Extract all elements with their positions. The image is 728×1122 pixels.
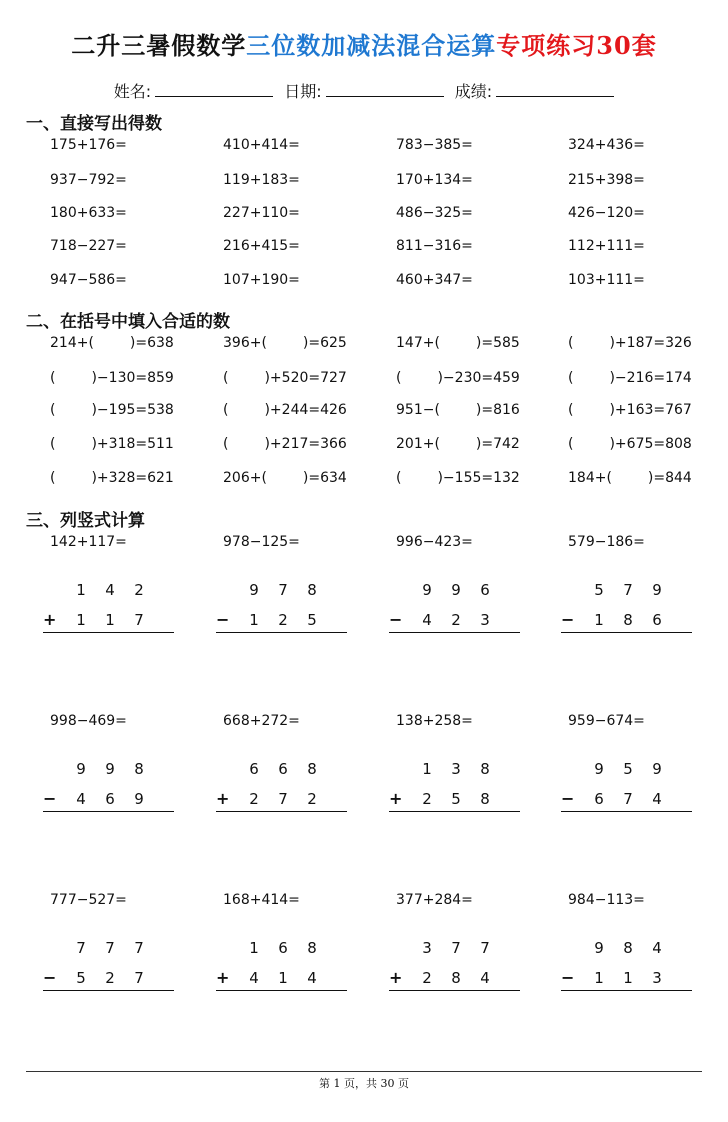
vertical-calc-equation: 142+117= [50,534,127,550]
answer-underline [216,632,347,633]
fill-bracket-item [223,370,347,386]
bottom-digit: 7 [134,969,144,987]
operator-sign: + [389,968,403,987]
fill-bracket-item [568,436,692,452]
expression-left: ( [396,370,402,386]
direct-calc-item: 180+633= [50,205,127,221]
top-digit: 4 [652,939,662,957]
expression-left: ( [50,370,56,386]
fill-bracket-item [223,470,347,486]
top-digit: 7 [105,939,115,957]
bottom-digit: 4 [76,790,86,808]
bottom-digit: 1 [278,969,288,987]
section3-heading: 三、列竖式计算 [26,511,145,531]
vertical-calc-equation: 959−674= [568,713,645,729]
fill-bracket-item [396,370,520,386]
answer-underline [561,990,692,991]
direct-calc-item: 486−325= [396,205,473,221]
bottom-digit: 3 [652,969,662,987]
top-digit: 5 [623,760,633,778]
expression-left: ( [568,335,574,351]
section1-heading: 一、直接写出得数 [26,114,162,134]
expression-right: )=634 [302,470,347,486]
fill-bracket-item [568,335,692,351]
direct-calc-item: 811−316= [396,238,473,254]
date-label: 日期: [284,82,322,101]
bottom-digit: 8 [451,969,461,987]
top-digit: 7 [623,581,633,599]
bottom-digit: 2 [249,790,259,808]
student-info-row [0,79,728,102]
answer-underline [389,990,520,991]
answer-underline [216,811,347,812]
direct-calc-item: 227+110= [223,205,300,221]
footer-divider [26,1071,702,1072]
top-digit: 7 [134,939,144,957]
direct-calc-item: 937−792= [50,172,127,188]
direct-calc-item: 103+111= [568,272,645,288]
top-digit: 8 [623,939,633,957]
top-digit: 9 [594,760,604,778]
top-digit: 9 [451,581,461,599]
answer-underline [43,632,174,633]
top-digit: 5 [594,581,604,599]
operator-sign: − [561,610,575,629]
expression-left: 951−( [396,402,440,418]
expression-left: 201+( [396,436,440,452]
vertical-calc-equation: 998−469= [50,713,127,729]
expression-right: )=585 [475,335,520,351]
direct-calc-item: 216+415= [223,238,300,254]
direct-calc-item: 107+190= [223,272,300,288]
fill-bracket-item [396,470,520,486]
bottom-digit: 4 [480,969,490,987]
expression-right: )+675=808 [609,436,692,452]
score-field[interactable] [496,84,614,97]
vertical-calc-equation: 996−423= [396,534,473,550]
expression-right: )+520=727 [264,370,347,386]
bottom-digit: 1 [76,611,86,629]
top-digit: 9 [249,581,259,599]
operator-sign: + [216,968,230,987]
expression-left: ( [568,436,574,452]
bottom-digit: 6 [652,611,662,629]
top-digit: 3 [422,939,432,957]
top-digit: 9 [105,760,115,778]
bottom-digit: 7 [134,611,144,629]
top-digit: 9 [422,581,432,599]
fill-bracket-item [50,436,174,452]
direct-calc-item: 718−227= [50,238,127,254]
expression-left: ( [50,470,56,486]
bottom-digit: 5 [451,790,461,808]
expression-right: )+163=767 [609,402,692,418]
top-digit: 9 [76,760,86,778]
fill-bracket-item [396,436,520,452]
page-number: 第 1 页，共 30 页 [319,1077,409,1090]
top-digit: 6 [480,581,490,599]
operator-sign: − [561,789,575,808]
fill-bracket-item [50,402,174,418]
vertical-calc-equation: 978−125= [223,534,300,550]
top-digit: 8 [480,760,490,778]
bottom-digit: 2 [422,969,432,987]
vertical-calc-equation: 138+258= [396,713,473,729]
expression-right: )=625 [302,335,347,351]
fill-bracket-item [396,335,520,351]
answer-underline [389,632,520,633]
expression-right: )=816 [475,402,520,418]
section2-heading: 二、在括号中填入合适的数 [26,312,230,332]
bottom-digit: 7 [278,790,288,808]
bottom-digit: 4 [422,611,432,629]
top-digit: 8 [134,760,144,778]
bottom-digit: 2 [105,969,115,987]
expression-right: )=638 [129,335,174,351]
top-digit: 7 [451,939,461,957]
fill-bracket-item [568,402,692,418]
bottom-digit: 8 [480,790,490,808]
top-digit: 9 [652,760,662,778]
fill-bracket-item [50,470,174,486]
direct-calc-item: 175+176= [50,137,127,153]
bottom-digit: 4 [249,969,259,987]
top-digit: 6 [278,939,288,957]
direct-calc-item: 426−120= [568,205,645,221]
expression-left: ( [223,402,229,418]
expression-right: )+217=366 [264,436,347,452]
direct-calc-item: 215+398= [568,172,645,188]
top-digit: 4 [105,581,115,599]
expression-left: 396+( [223,335,267,351]
bottom-digit: 4 [307,969,317,987]
fill-bracket-item [223,335,347,351]
expression-right: )−230=459 [437,370,520,386]
operator-sign: − [389,610,403,629]
answer-underline [43,811,174,812]
vertical-calc-equation: 377+284= [396,892,473,908]
bottom-digit: 6 [105,790,115,808]
bottom-digit: 2 [451,611,461,629]
fill-bracket-item [568,370,692,386]
direct-calc-item: 460+347= [396,272,473,288]
bottom-digit: 8 [623,611,633,629]
top-digit: 7 [480,939,490,957]
bottom-digit: 1 [594,611,604,629]
expression-right: )+187=326 [609,335,692,351]
expression-right: )=742 [475,436,520,452]
bottom-digit: 6 [594,790,604,808]
expression-right: )+328=621 [91,470,174,486]
bottom-digit: 1 [594,969,604,987]
vertical-calc-equation: 668+272= [223,713,300,729]
operator-sign: + [216,789,230,808]
fill-bracket-item [223,402,347,418]
operator-sign: − [43,968,57,987]
top-digit: 1 [422,760,432,778]
fill-bracket-item [396,402,520,418]
name-label: 姓名: [113,82,152,101]
expression-right: )+244=426 [264,402,347,418]
top-digit: 3 [451,760,461,778]
expression-left: ( [568,370,574,386]
expression-right: )=844 [647,470,692,486]
vertical-calc-equation: 168+414= [223,892,300,908]
direct-calc-item: 112+111= [568,238,645,254]
expression-right: )−130=859 [91,370,174,386]
operator-sign: + [43,610,57,629]
top-digit: 1 [249,939,259,957]
bottom-digit: 2 [422,790,432,808]
name-field[interactable] [155,84,273,97]
bottom-digit: 7 [623,790,633,808]
direct-calc-item: 410+414= [223,137,300,153]
expression-left: ( [568,402,574,418]
bottom-digit: 9 [134,790,144,808]
direct-calc-item: 170+134= [396,172,473,188]
top-digit: 6 [278,760,288,778]
bottom-digit: 2 [307,790,317,808]
expression-left: 206+( [223,470,267,486]
expression-right: )−155=132 [437,470,520,486]
vertical-calc-equation: 777−527= [50,892,127,908]
date-field[interactable] [326,84,444,97]
vertical-calc-equation: 579−186= [568,534,645,550]
answer-underline [561,632,692,633]
operator-sign: − [561,968,575,987]
top-digit: 9 [652,581,662,599]
fill-bracket-item [223,436,347,452]
operator-sign: + [389,789,403,808]
top-digit: 2 [134,581,144,599]
title-part-sets: 专项练习30套 [496,31,657,60]
fill-bracket-item [568,470,692,486]
bottom-digit: 2 [278,611,288,629]
fill-bracket-item [50,370,174,386]
operator-sign: − [43,789,57,808]
top-digit: 7 [76,939,86,957]
fill-bracket-item [50,335,174,351]
direct-calc-item: 324+436= [568,137,645,153]
bottom-digit: 5 [76,969,86,987]
bottom-digit: 4 [652,790,662,808]
title-part-grade: 二升三暑假数学 [71,31,247,60]
expression-left: ( [396,470,402,486]
top-digit: 8 [307,939,317,957]
worksheet-title [0,26,728,61]
direct-calc-item: 783−385= [396,137,473,153]
expression-left: ( [50,402,56,418]
expression-left: ( [223,370,229,386]
expression-left: 147+( [396,335,440,351]
bottom-digit: 3 [480,611,490,629]
top-digit: 6 [249,760,259,778]
top-digit: 9 [594,939,604,957]
title-part-topic: 三位数加减法混合运算 [246,31,497,60]
bottom-digit: 5 [307,611,317,629]
answer-underline [216,990,347,991]
vertical-calc-equation: 984−113= [568,892,645,908]
direct-calc-item: 947−586= [50,272,127,288]
bottom-digit: 1 [249,611,259,629]
top-digit: 7 [278,581,288,599]
expression-left: 184+( [568,470,612,486]
expression-right: )−195=538 [91,402,174,418]
top-digit: 8 [307,760,317,778]
direct-calc-item: 119+183= [223,172,300,188]
top-digit: 8 [307,581,317,599]
expression-left: ( [223,436,229,452]
expression-right: )−216=174 [609,370,692,386]
top-digit: 1 [76,581,86,599]
answer-underline [389,811,520,812]
bottom-digit: 1 [105,611,115,629]
expression-right: )+318=511 [91,436,174,452]
answer-underline [561,811,692,812]
expression-left: 214+( [50,335,94,351]
expression-left: ( [50,436,56,452]
score-label: 成绩: [454,82,493,101]
bottom-digit: 1 [623,969,633,987]
answer-underline [43,990,174,991]
operator-sign: − [216,610,230,629]
